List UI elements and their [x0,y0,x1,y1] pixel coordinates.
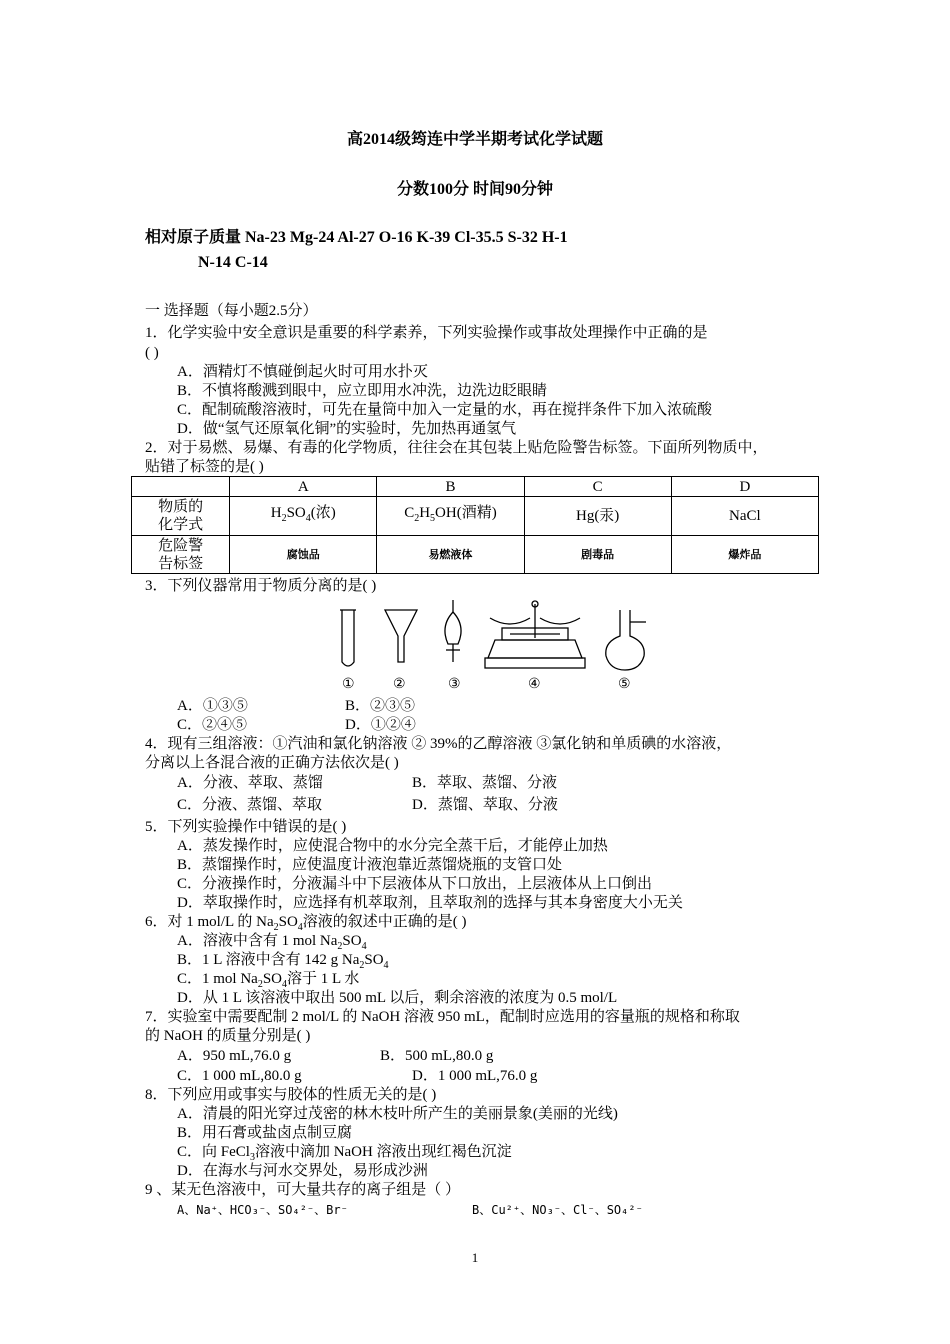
q3-option-d: D．①②④ [345,717,416,733]
hazard-label-a: 腐蚀品 [230,536,377,574]
q4-stem-2: 分离以上各混合液的正确方法依次是( ) [145,755,399,771]
formula-b: $C_2H_5OH$(酒精) [377,497,524,536]
apparatus-num-4: ④ [528,677,541,692]
q7-stem: 7．实验室中需要配制 2 mol/L 的 NaOH 溶液 950 mL，配制时应选用的容量瓶的规格和称取 [145,1009,740,1025]
apparatus-num-2: ② [393,677,406,692]
q6-option-d: D．从 1 L 该溶液中取出 500 mL 以后，剩余溶液的浓度为 0.5 mol/L [177,990,618,1006]
hazard-label-d: 爆炸品 [671,536,818,574]
q9-stem: 9 、某无色溶液中，可大量共存的离子组是（ ） [145,1182,461,1198]
q6-option-b: B．1 L 溶液中含有 142 g $Na_2SO_4$ [177,952,389,971]
q3-option-b: B．②③⑤ [345,698,416,714]
table-corner [132,477,230,497]
apparatus-num-3: ③ [448,677,461,692]
q5-option-b: B．蒸馏操作时，应使温度计液泡靠近蒸馏烧瓶的支管口处 [177,857,563,873]
q9-option-a: A、Na⁺、HCO₃⁻、SO₄²⁻、Br⁻ [177,1203,348,1217]
q5-option-d: D．萃取操作时，应选择有机萃取剂，且萃取剂的选择与其本身密度大小无关 [177,895,683,911]
q2-stem: 2．对于易燃、易爆、有毒的化学物质，往往会在其包装上贴危险警告标签。下面所列物质中， [145,440,768,456]
test-tube-icon [340,610,356,666]
q8-option-a: A．清晨的阳光穿过茂密的林木枝叶所产生的美丽景象(美丽的光线) [177,1106,618,1122]
q7-option-a: A．950 mL,76.0 g [177,1048,292,1064]
q7-stem-2: 的 NaOH 的质量分别是( ) [145,1028,311,1044]
q4-option-c: C．分液、蒸馏、萃取 [177,797,323,813]
q5-option-c: C．分液操作时，分液漏斗中下层液体从下口放出，上层液体从上口倒出 [177,876,653,892]
apparatus-num-1: ① [342,677,355,692]
page-number: 1 [471,1250,479,1265]
q7-option-d: D．1 000 mL,76.0 g [412,1068,538,1084]
q8-stem: 8．下列应用或事实与胶体的性质无关的是( ) [145,1087,437,1103]
q1-option-c: C．配制硫酸溶液时，可先在量筒中加入一定量的水，再在搅拌条件下加入浓硫酸 [177,402,713,418]
q3-stem: 3．下列仪器常用于物质分离的是( ) [145,578,377,594]
round-flask-icon [606,610,646,670]
q6-option-a: A．溶液中含有 1 mol $Na_2SO_4$ [177,933,367,952]
lab-apparatus-figure [330,598,650,673]
formula-d: NaCl [671,497,818,536]
q4-option-b: B．萃取、蒸馏、分液 [412,775,558,791]
q1-stem: 1．化学实验中安全意识是重要的科学素养，下列实验操作或事故处理操作中正确的是 [145,325,708,341]
row-label-formula: 物质的 化学式 [132,497,230,536]
q3-option-a: A．①③⑤ [177,698,248,714]
table-header-a: A [230,477,377,497]
q7-option-b: B．500 mL,80.0 g [380,1048,494,1064]
formula-a: $H_2SO_4$(浓) [230,497,377,536]
apparatus-num-5: ⑤ [618,677,631,692]
q4-option-a: A．分液、萃取、蒸馏 [177,775,323,791]
q1-option-b: B．不慎将酸溅到眼中，应立即用水冲洗，边洗边眨眼睛 [177,383,548,399]
hazard-label-table [131,476,819,574]
funnel-icon [385,610,417,662]
q1-option-a: A．酒精灯不慎碰倒起火时可用水扑灭 [177,364,428,380]
hazard-label-b: 易燃液体 [377,536,524,574]
q4-option-d: D．蒸馏、萃取、分液 [412,797,558,813]
q1-option-d: D．做“氢气还原氧化铜”的实验时，先加热再通氢气 [177,421,517,437]
q8-option-c: C．向 FeCl$_3$溶液中滴加 NaOH 溶液出现红褐色沉淀 [177,1144,512,1163]
page-title: 高2014级筠连中学半期考试化学试题 [346,131,603,148]
q3-option-c: C．②④⑤ [177,717,248,733]
q8-option-d: D．在海水与河水交界处，易形成沙洲 [177,1163,428,1179]
q1-paren: ( ) [145,345,159,361]
section-heading: 一 选择题（每小题2.5分） [145,303,318,319]
table-header-b: B [377,477,524,497]
q2-stem-2: 贴错了标签的是( ) [145,459,264,475]
q5-stem: 5．下列实验操作中错误的是( ) [145,819,347,835]
q6-stem: 6．对 1 mol/L 的 $Na_2SO_4$溶液的叙述中正确的是( ) [145,914,467,933]
atomic-mass-line-2: N-14 C-14 [198,254,268,271]
atomic-mass-line-1: 相对原子质量 Na-23 Mg-24 Al-27 O-16 K-39 Cl-35.5 S-32 H-1 [145,229,568,246]
q5-option-a: A．蒸发操作时，应使混合物中的水分完全蒸干后，才能停止加热 [177,838,608,854]
q8-option-b: B．用石膏或盐卤点制豆腐 [177,1125,353,1141]
score-time: 分数100分 时间90分钟 [396,181,553,198]
formula-c: Hg(汞) [524,497,671,536]
q4-stem: 4．现有三组溶液：①汽油和氯化钠溶液 ② 39%的乙醇溶液 ③氯化钠和单质碘的水溶液， [145,736,732,752]
balance-icon [485,601,585,668]
separatory-funnel-icon [445,600,461,662]
q9-option-b: B、Cu²⁺、NO₃⁻、Cl⁻、SO₄²⁻ [472,1203,643,1217]
table-header-d: D [671,477,818,497]
table-header-c: C [524,477,671,497]
q7-option-c: C．1 000 mL,80.0 g [177,1068,302,1084]
hazard-label-c: 剧毒品 [524,536,671,574]
q6-option-c: C．1 mol $Na_2SO_4$溶于 1 L 水 [177,971,360,990]
row-label-hazard: 危险警 告标签 [132,536,230,574]
